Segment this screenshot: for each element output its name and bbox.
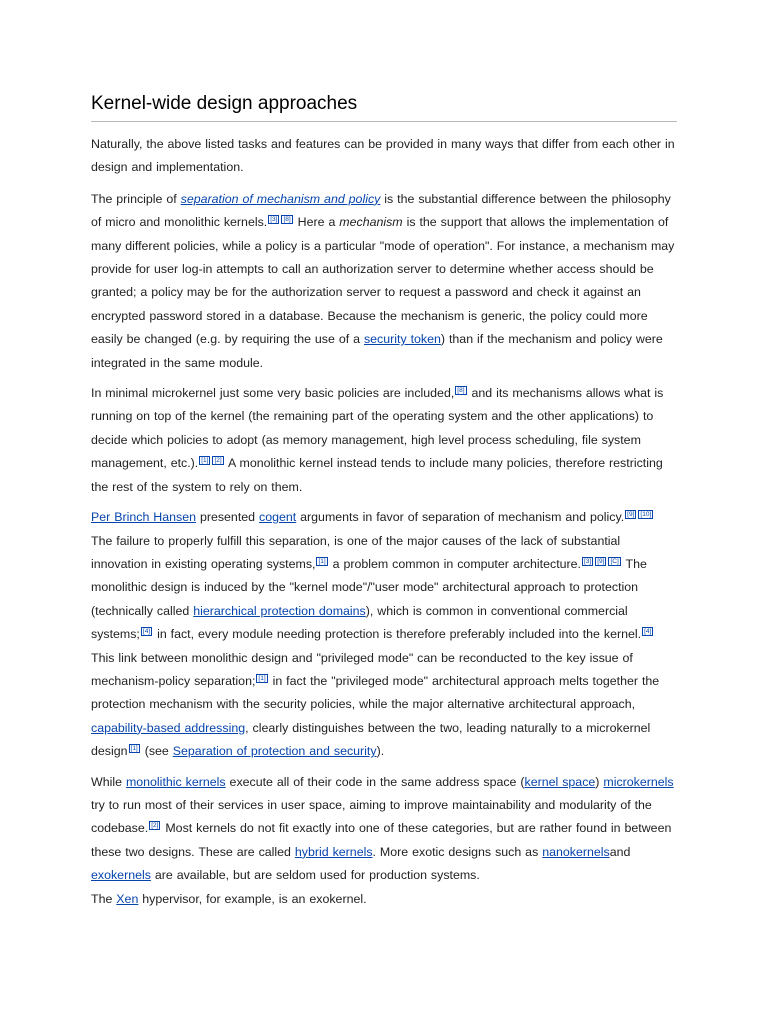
citation-ref[interactable]: [3] [270,216,278,224]
citation-ref[interactable]: [2] [151,822,159,830]
citation-ref[interactable]: [4] [142,628,151,636]
link-exokernels[interactable]: exokernels [91,868,151,883]
link-monolithic-kernels[interactable]: monolithic kernels [125,774,226,789]
citation-ref[interactable]: [9] [627,511,635,519]
link-microkernels[interactable]: microkernels [603,774,674,789]
citation-ref[interactable]: [8] [283,216,291,224]
paragraph-microkernel-policies: In minimal microkernel just some very basic policies are included, [8] and its mechanisms allows what is running on top of the kernel (the remaining part of the operating system and the other applications) to decide which policies to adopt (as memory management, high level process scheduling, file system management, etc.). [1] [2] A monolithic kernel instead tends to include many policies, therefore restricting the rest of the system to rely on them. [91,386,664,494]
link-security-token[interactable]: security token [363,332,441,347]
paragraph-kernel-types: While monolithic kernels execute all of their code in the same address space (kernel space) microkernels try to run most of their services in user space, aiming to improve maintainability and modularity of the codebase. [2] Most kernels do not fit exactly into one of these categories, but are rather found in between these two designs. These are called hybrid kernels. More exotic designs such as nanokernelsand exokernels are available, but are seldom used for production systems. [91,774,674,883]
citation-ref[interactable]: [1] [258,674,266,682]
citation-ref[interactable]: [4] [644,628,652,636]
section-heading: Kernel-wide design approaches [91,92,677,122]
link-capability-based-addressing[interactable]: capability-based addressing [91,720,246,735]
citation-ref[interactable]: [8] [457,387,465,395]
citation-ref[interactable]: [1] [201,457,209,465]
paragraph-xen: The Xen hypervisor, for example, is an exokernel. [91,891,367,906]
link-cogent[interactable]: cogent [259,510,297,525]
citation-ref[interactable]: [C] [610,557,619,565]
link-nanokernels[interactable]: nanokernels [542,844,610,859]
citation-ref[interactable]: [3] [584,557,592,565]
citation-ref[interactable]: [1] [318,557,326,565]
paragraph-brinch-hansen: Per Brinch Hansen presented cogent arguments in favor of separation of mechanism and policy. [9] [10] The failure to properly fulfill this separation, is one of the major causes of the lack of substantial innovation in existing operating systems, [1] a problem common in computer architecture. [3] [9] [C] The monolithic design is induced by the "kernel mode"/"user mode" architectural approach to protection (technically called hierarchical protection domains), which is common in conventional commercial systems; [4] in fact, every module needing protection is therefore preferably included into the kernel. [4] This link between monolithic design and "privileged mode" can be reconducted to the key issue of mechanism-policy separation; [1] in fact the "privileged mode" architectural approach melts together the protection mechanism with the security policies, while the major alternative architectural approach, capability-based addressing, clearly distinguishes between the two, leading naturally to a microkernel design [1] (see Separation of protection and security). [91,510,660,759]
link-separation-of-mechanism-and-policy[interactable]: separation of mechanism and policy [180,191,381,206]
link-per-brinch-hansen[interactable]: Per Brinch Hansen [91,510,196,525]
citation-ref[interactable]: [9] [597,557,605,565]
citation-ref[interactable]: [10] [640,511,652,519]
article-section [91,92,677,911]
link-xen[interactable]: Xen [116,891,139,906]
citation-ref[interactable]: [2] [214,457,222,465]
paragraph-intro: Naturally, the above listed tasks and features can be provided in many ways that differ from each other in design and implementation. [91,137,675,175]
link-hierarchical-protection-domains[interactable]: hierarchical protection domains [193,603,366,618]
paragraph-mechanism-policy: The principle of separation of mechanism and policy is the substantial difference between the philosophy of micro and monolithic kernels. [3] [8] Here a mechanism is the support that allows the implementation of many different policies, while a policy is a particular "mode of operation". For instance, a mechanism may provide for user log-in attempts to call an authorization server to determine whether access should be granted; a policy may be for the authorization server to request a password and check it against an encrypted password stored in a database. Because the mechanism is generic, the policy could more easily be changed (e.g. by requiring the use of a security token) than if the mechanism and policy were integrated in the same module. [91,191,675,370]
link-separation-of-protection-and-security[interactable]: Separation of protection and security [172,744,377,759]
citation-ref[interactable]: [1] [130,745,138,753]
link-hybrid-kernels[interactable]: hybrid kernels [294,844,373,859]
link-kernel-space[interactable]: kernel space [524,774,596,789]
